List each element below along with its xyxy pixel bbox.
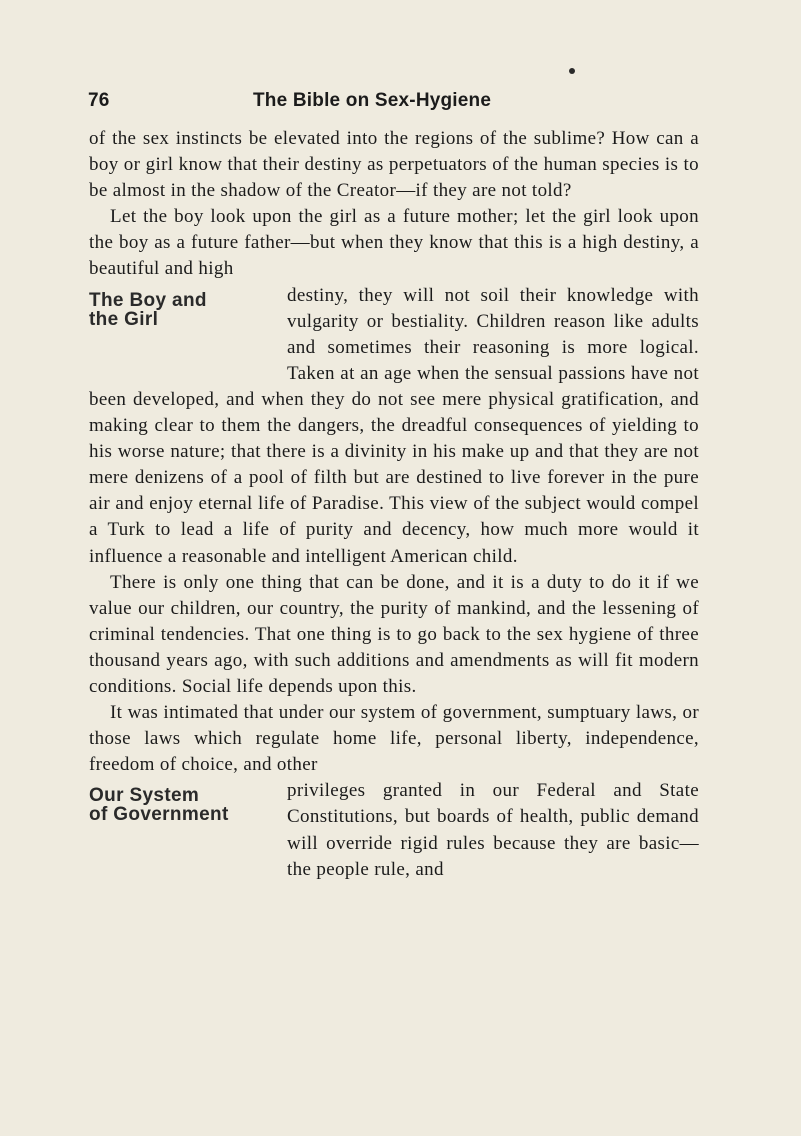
side-heading-line: The Boy and (89, 289, 207, 311)
running-title: The Bible on Sex-Hygiene (253, 90, 492, 111)
paragraph-continued: privileges granted in our Federal and State Constitutions, but boards of health, public demand will override rigid rules because they are basic—the people rule, and (287, 780, 699, 880)
paragraph: of the sex instincts be elevated into the regions of the sublime? How can a boy or girl know that their destiny as perpetuators of the human species is to be almost in the shadow of the Creator—if they are not told? (89, 128, 699, 202)
page-header (88, 90, 708, 120)
body-text (89, 126, 699, 883)
paragraph-continued: destiny, they will not soil their knowledge with vulgarity or bestiality. Children reason like adults and sometimes their reasoning is more logical. Taken at an age when the sensual passions have not been developed, and when they do not see mere physical gratification, and making clear to them the dangers, the dreadful consequences of yielding to his worse nature; that there is a divinity in his make up and that they are not mere denizens of a pool of filth but are destined to live forever in the pure air and enjoy eternal life of Paradise. This view of the subject would compel a Turk to lead a life of purity and decency, how much more would it influence a reasonable and intelligent American child. (89, 284, 699, 567)
side-heading-line: the Girl (89, 308, 159, 330)
side-heading-our-system (89, 778, 287, 864)
paragraph: Let the boy look upon the girl as a future mother; let the girl look upon the boy as a future father—but when they know that this is a high destiny, a beautiful and high (89, 206, 699, 280)
side-heading-line: of Government (89, 804, 229, 826)
page-number: 76 (88, 90, 110, 111)
side-heading-boy-and-girl (89, 283, 287, 369)
paragraph: There is only one thing that can be done, and it is a duty to do it if we value our children, our country, the purity of mankind, and the lessening of criminal tendencies. That one thing is to go back to the sex hygiene of three thousand years ago, with such additions and amendments as will fit modern conditions. Social life depends upon this. (89, 571, 699, 697)
ink-dot (569, 68, 575, 74)
paragraph: It was intimated that under our system of government, sumptuary laws, or those laws which regulate home life, personal liberty, independence, freedom of choice, and other (89, 702, 699, 776)
side-heading-line: Our System (89, 785, 200, 807)
